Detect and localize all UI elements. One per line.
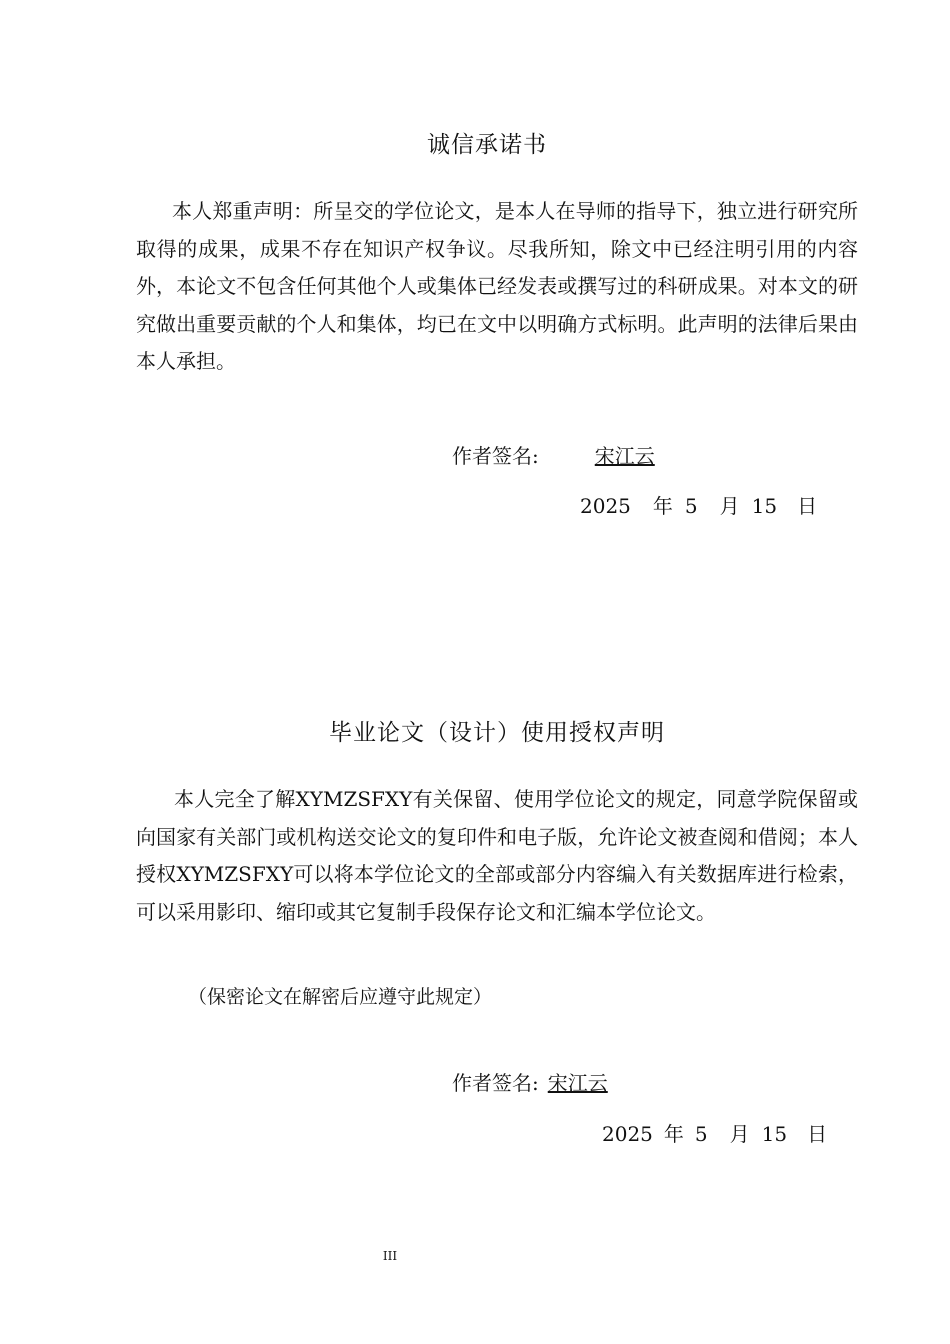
integrity-signature-label: 作者签名: (452, 444, 539, 468)
authorization-date-year: 2025 (602, 1122, 653, 1146)
integrity-body: 本人郑重声明：所呈交的学位论文，是本人在导师的指导下，独立进行研究所取得的成果，成果不存在知识产权争议。尽我所知，除文中已经注明引用的内容外，本论文不包含任何其他个人或集体已经发表或撰写过的科研成果。对本文的研究做出重要贡献的个人和集体，均已在文中以明确方式标明。此声明的法律后果由本人承担。 (136, 199, 858, 373)
authorization-signature-name: 宋江云 (547, 1071, 608, 1095)
authorization-date-month: 5 (694, 1122, 708, 1146)
integrity-date-day-unit: 日 (797, 494, 818, 518)
authorization-note: （保密论文在解密后应遵守此规定） (188, 986, 493, 1008)
integrity-signature (452, 440, 659, 469)
authorization-signature-label: 作者签名: (452, 1071, 539, 1095)
integrity-date-day: 15 (751, 494, 778, 518)
authorization-date-day-unit: 日 (807, 1122, 828, 1146)
authorization-title: 毕业论文（设计）使用授权声明 (329, 720, 665, 746)
integrity-date-year: 2025 (580, 494, 631, 518)
integrity-date-month-unit: 月 (719, 494, 740, 518)
authorization-date-day: 15 (761, 1122, 788, 1146)
integrity-date-month: 5 (684, 494, 698, 518)
authorization-date-month-unit: 月 (729, 1122, 750, 1146)
integrity-date (580, 490, 817, 519)
authorization-signature (452, 1067, 620, 1096)
authorization-date-year-unit: 年 (663, 1122, 684, 1146)
authorization-body: 本人完全了解XYMZSFXY有关保留、使用学位论文的规定，同意学院保留或向国家有关部门或机构送交论文的复印件和电子版，允许论文被查阅和借阅；本人授权XYMZSFXY可以将本学位论文的全部或部分内容编入有关数据库进行检索，可以采用影印、缩印或其它复制手段保存论文和汇编本学位论文。 (136, 787, 858, 924)
integrity-signature-name: 宋江云 (594, 444, 655, 468)
integrity-title: 诚信承诺书 (427, 132, 547, 158)
page-number: III (382, 1249, 398, 1263)
authorization-date (602, 1118, 827, 1147)
integrity-date-year-unit: 年 (652, 494, 673, 518)
